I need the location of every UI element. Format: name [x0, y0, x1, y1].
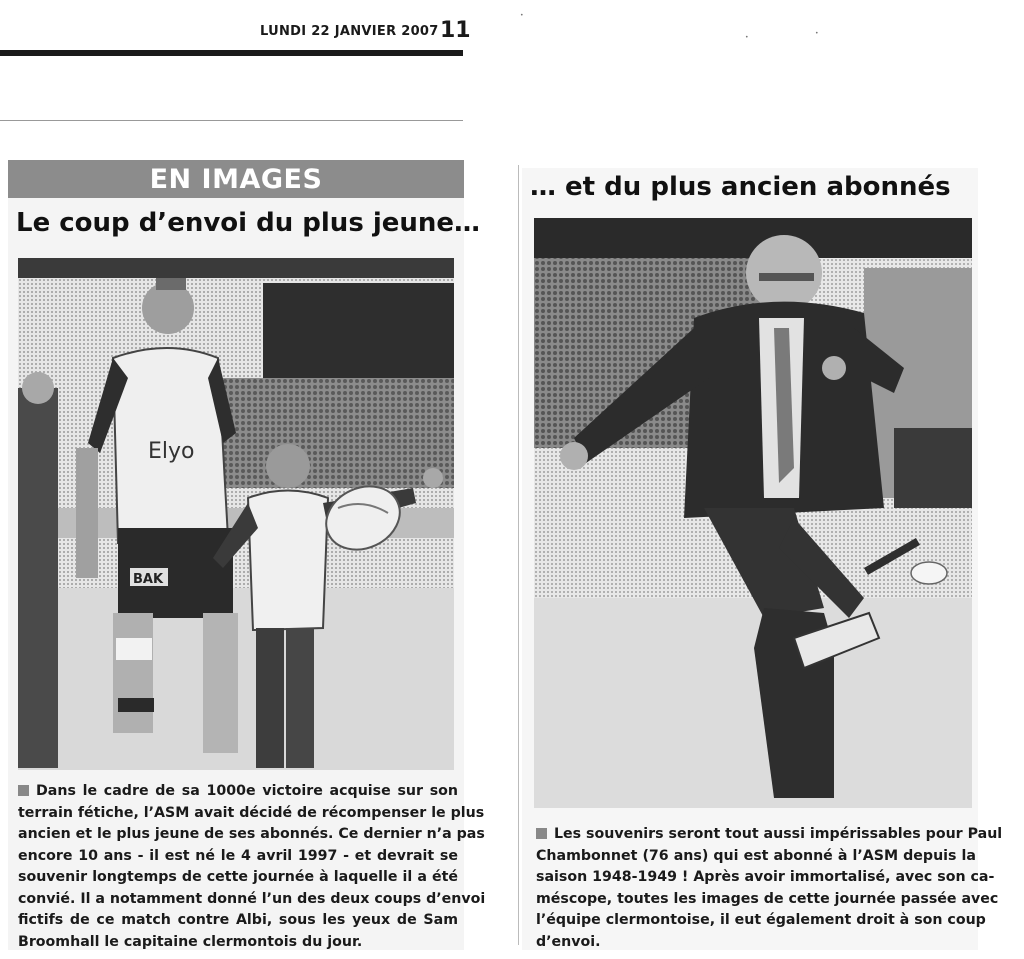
caption-line: d’envoi. — [536, 933, 601, 950]
caption-line: fictifs de ce match contre Albi, sous les yeux de Sam — [18, 912, 458, 928]
section-banner-label: EN IMAGES — [149, 163, 323, 195]
print-speck: • — [745, 34, 749, 41]
right-article — [522, 168, 1003, 950]
young-fan-kickoff-illustration — [18, 258, 454, 770]
caption-bullet — [18, 785, 29, 796]
thin-divider — [0, 120, 463, 121]
page-number: 11 — [440, 18, 471, 43]
shorts-sponsor-text: BAK — [133, 572, 164, 587]
caption-line: souvenir longtemps de cette journée à laquelle il a été — [18, 869, 458, 885]
left-headline: Le coup d’envoi du plus jeune… — [16, 208, 481, 238]
caption-line: Chambonnet (76 ans) qui est abonné à l’ASM depuis la — [536, 847, 976, 864]
elder-fan-kickoff-photo — [534, 218, 972, 808]
caption-line: convié. Il a notamment donné l’un des deux coups d’envoi — [18, 890, 486, 907]
caption-line: terrain fétiche, l’ASM avait décidé de récompenser le plus — [18, 804, 485, 821]
caption-line: l’équipe clermontoise, il eut également droit à son coup — [536, 912, 986, 928]
shirt-sponsor-text: Elyo — [148, 439, 195, 464]
header-rule — [0, 50, 463, 56]
print-speck: • — [520, 12, 524, 19]
caption-line: encore 10 ans - il est né le 4 avril 1997 - et devrait se — [18, 847, 458, 864]
caption-line: Les souvenirs seront tout aussi impérissables pour Paul — [554, 826, 1003, 842]
caption-line: ancien et le plus jeune de ses abonnés. Ce dernier n’a pas — [18, 826, 485, 842]
caption-line: méscope, toutes les images de cette journée passée avec — [536, 890, 999, 907]
print-speck: • — [815, 30, 819, 37]
section-banner — [8, 160, 464, 198]
caption-bullet — [536, 828, 547, 839]
right-caption — [536, 824, 1003, 953]
left-article — [8, 160, 486, 950]
right-headline: … et du plus ancien abonnés — [530, 172, 951, 202]
page-header-date: LUNDI 22 JANVIER 2007 — [260, 24, 439, 39]
caption-line: saison 1948-1949 ! Après avoir immortalisé, avec son ca- — [536, 869, 995, 885]
caption-line: Dans le cadre de sa 1000e victoire acquise sur son — [36, 783, 458, 799]
elder-fan-kickoff-illustration — [534, 218, 972, 808]
left-caption — [18, 781, 486, 953]
column-divider — [518, 165, 519, 945]
caption-line: Broomhall le capitaine clermontois du jour. — [18, 933, 363, 950]
young-fan-kickoff-photo — [18, 258, 454, 770]
